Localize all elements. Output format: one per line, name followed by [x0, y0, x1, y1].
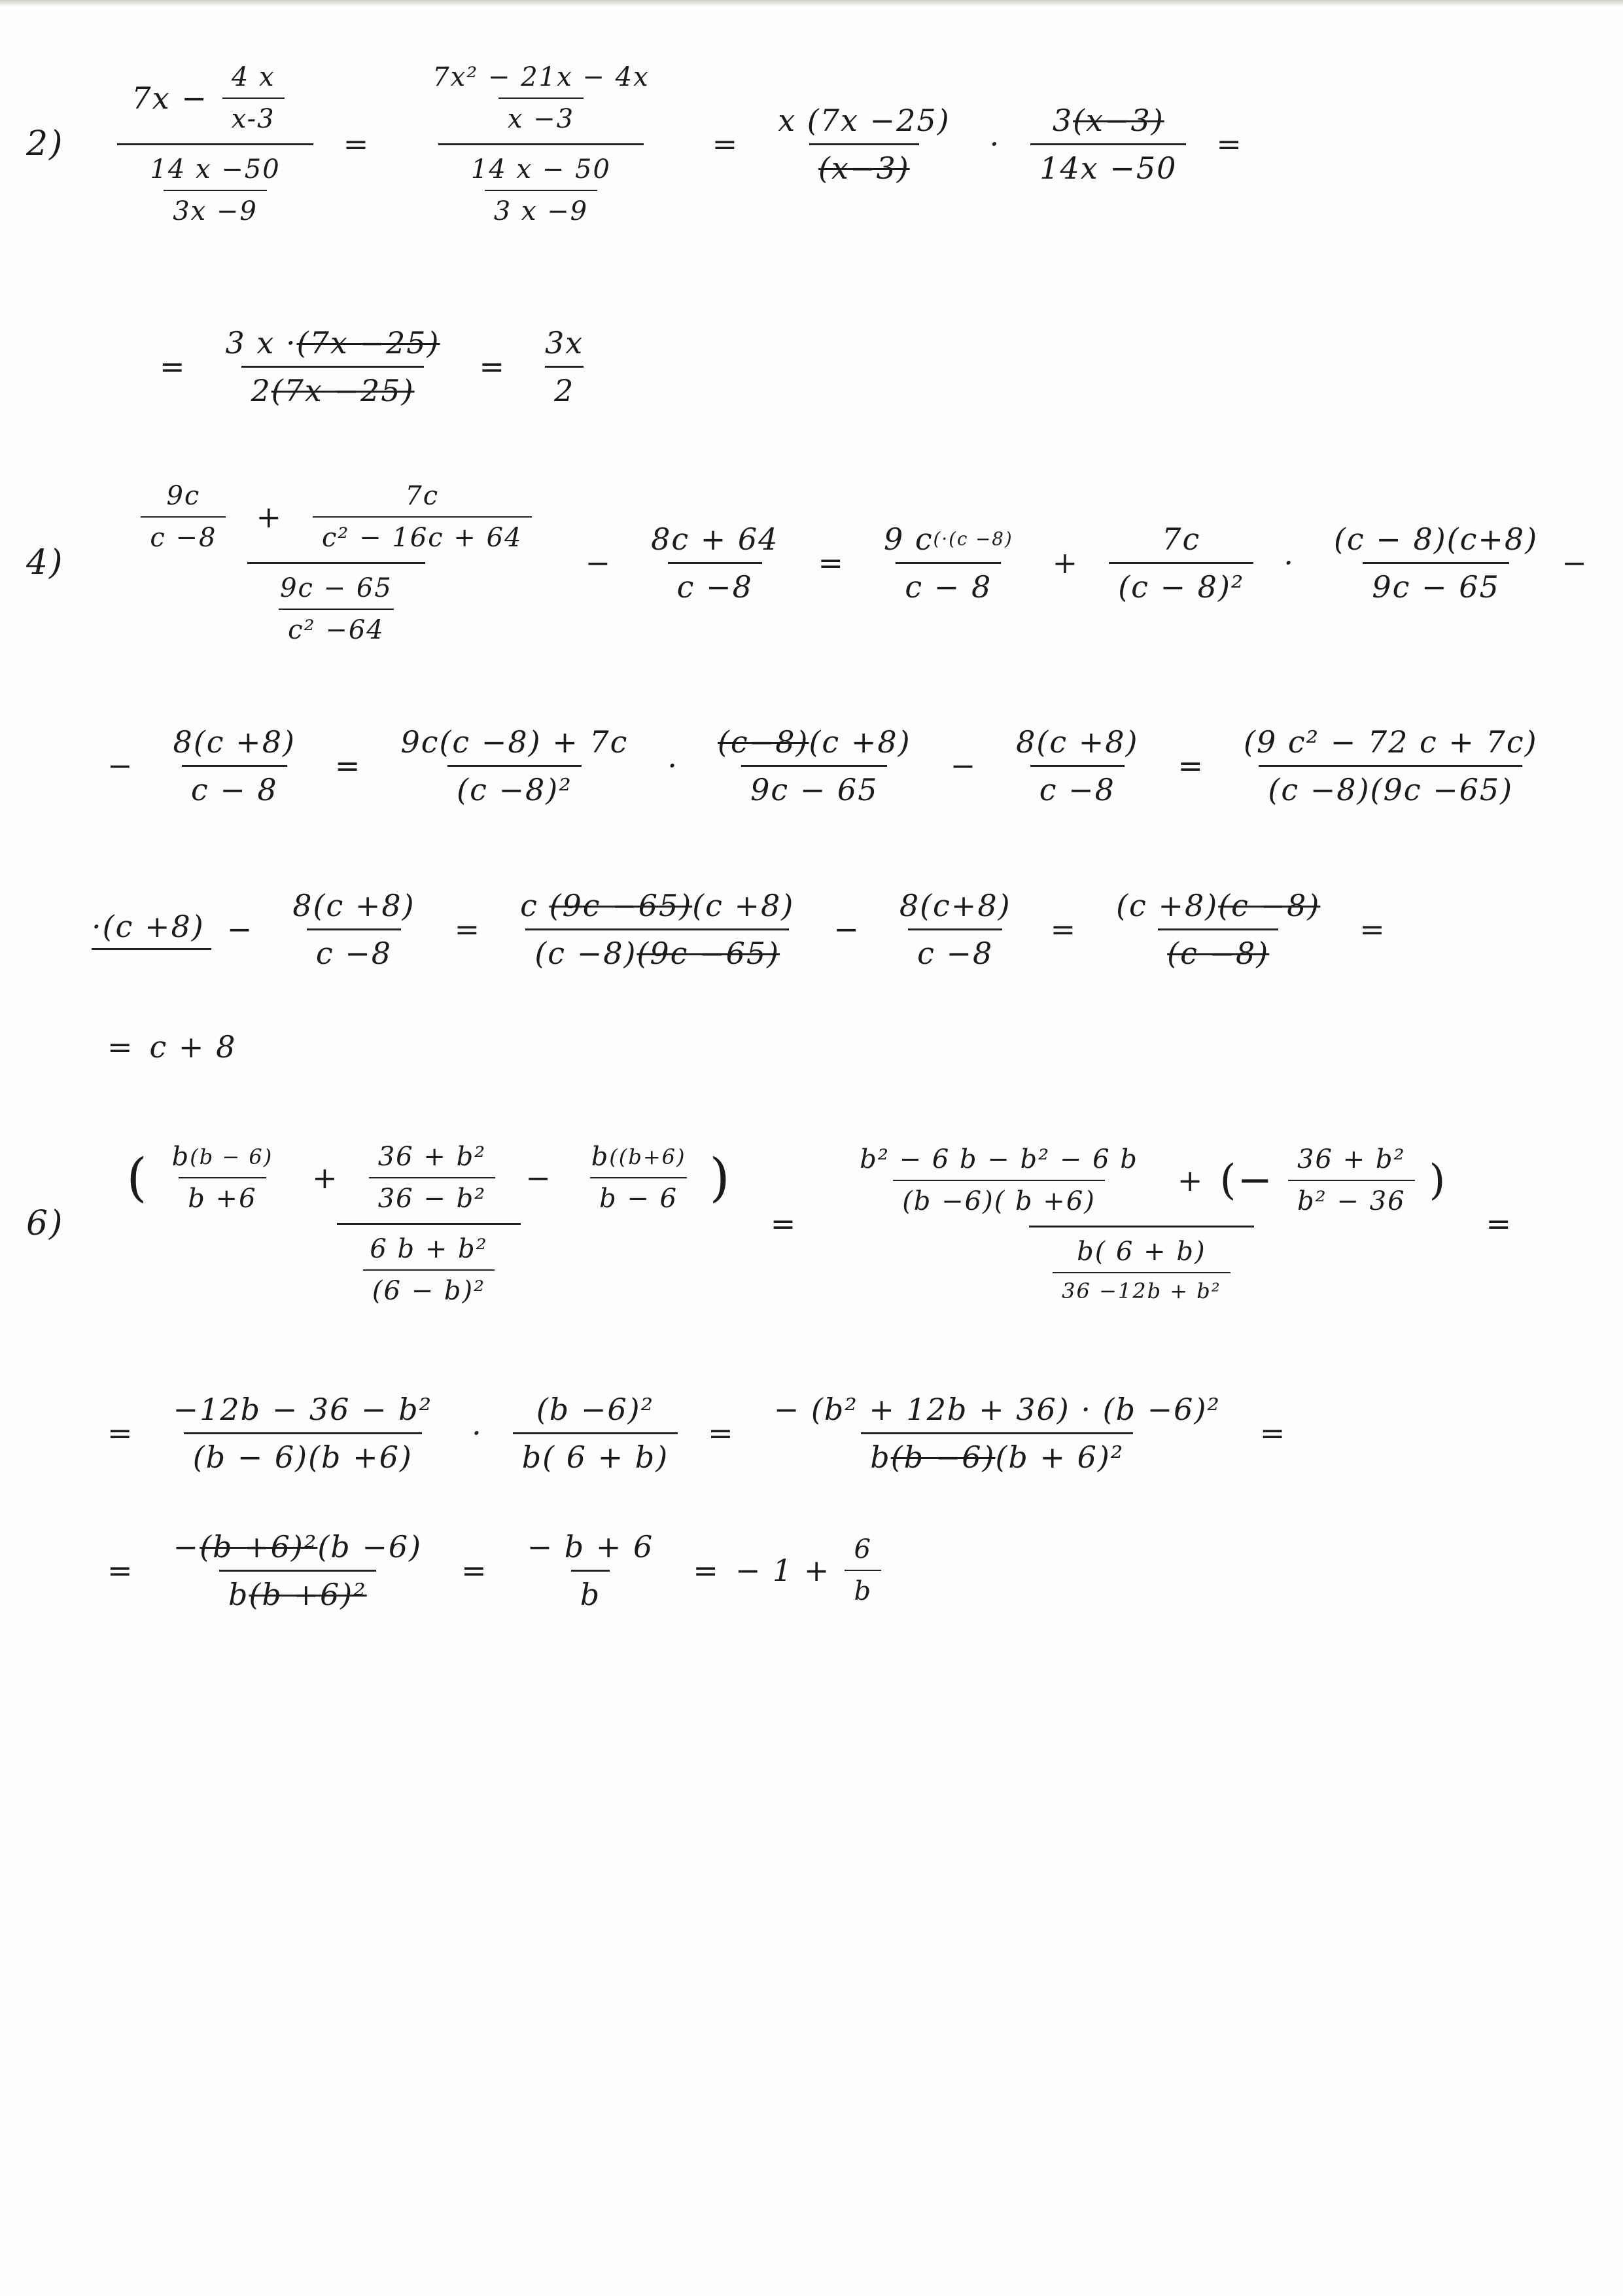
denominator: (b −6)( b +6)	[893, 1180, 1105, 1216]
cancelled-factor: (9c −65)	[549, 887, 693, 923]
open-paren: (−	[1219, 1156, 1274, 1205]
denominator: b − 6	[590, 1177, 687, 1214]
problem-6-line-2	[92, 1368, 1302, 1498]
fraction	[313, 481, 532, 553]
fraction	[1053, 1237, 1230, 1303]
numerator: − b + 6	[527, 1528, 654, 1564]
denominator: c −8	[307, 928, 401, 971]
fraction	[765, 1392, 1230, 1475]
numerator: 3x	[544, 325, 584, 361]
numerator: 14 x − 50	[470, 154, 611, 185]
equals-sign: =	[343, 126, 370, 162]
numerator: b	[171, 1141, 190, 1172]
complex-fraction	[117, 1142, 740, 1306]
denominator: (6 − b)²	[363, 1269, 495, 1306]
denominator: c −8	[141, 516, 226, 553]
expression-term: − 1 +	[735, 1553, 831, 1588]
fraction	[1007, 724, 1147, 807]
numerator: 6 b + b²	[370, 1233, 488, 1264]
cancelled-factor: (c −8)	[1167, 935, 1270, 971]
problem-6-line-1	[26, 1099, 1528, 1348]
numerator: 7x² − 21x − 4x	[432, 62, 650, 92]
denominator: b² − 36	[1288, 1180, 1414, 1216]
equals-sign: =	[334, 748, 362, 783]
denominator: b	[845, 1570, 881, 1606]
denominator: c −8	[668, 562, 762, 605]
fraction	[513, 1392, 678, 1475]
fraction	[164, 724, 305, 807]
minus-sign: −	[107, 748, 134, 783]
cancelled-factor: (c−8)	[718, 724, 809, 760]
numerator: (9 c² − 72 c + 7c)	[1244, 724, 1538, 760]
multiply-dot: ·	[472, 1415, 483, 1451]
expression-term: 7x −	[131, 80, 208, 116]
equals-sign: =	[708, 1415, 735, 1451]
fraction	[163, 1142, 283, 1214]
cancelled-factor: (9c −65)	[637, 935, 780, 971]
fraction	[164, 1529, 432, 1612]
plus-sign: +	[1052, 545, 1079, 580]
fraction	[1234, 724, 1547, 807]
equals-sign: =	[160, 349, 186, 384]
problem-4-line-1	[26, 445, 1588, 680]
fraction	[1030, 103, 1186, 186]
numerator: 36 + b²	[377, 1141, 487, 1172]
numerator: 7c	[405, 480, 440, 511]
numerator: 36 + b²	[1297, 1144, 1406, 1174]
denominator: 9c − 65	[741, 765, 887, 807]
fraction	[850, 1144, 1147, 1216]
numerator: −12b − 36 − b²	[173, 1391, 433, 1427]
numerator: b	[591, 1141, 610, 1172]
equals-sign: =	[461, 1553, 488, 1588]
fraction	[462, 154, 620, 226]
denominator: (c − 8)²	[1109, 562, 1253, 605]
plus-sign: +	[1177, 1162, 1204, 1198]
numerator: 8(c +8)	[1016, 724, 1139, 760]
complex-fraction	[117, 62, 313, 226]
cancelled-factor: (c −8)	[1218, 887, 1321, 923]
problem-2-label: 2)	[26, 124, 64, 164]
factor: (c +8)	[809, 724, 911, 760]
sign: −	[173, 1528, 200, 1564]
fraction	[141, 481, 226, 553]
denominator: 9c − 65	[1363, 562, 1509, 605]
coefficient: 2	[251, 372, 271, 408]
denominator: b	[571, 1570, 610, 1612]
fraction	[1109, 521, 1253, 605]
fraction	[222, 62, 285, 134]
denominator: 14x −50	[1030, 143, 1186, 186]
factor: (b −6)	[317, 1528, 423, 1564]
equals-sign: =	[1216, 126, 1243, 162]
denominator: (c −8)(9c −65)	[1259, 765, 1522, 807]
fraction	[217, 325, 449, 408]
equals-sign: =	[107, 1553, 134, 1588]
multiply-dot: ·	[667, 748, 679, 783]
numerator: b( 6 + b)	[1077, 1236, 1206, 1267]
numerator: 8c + 64	[651, 521, 779, 557]
problem-6-label: 6)	[26, 1204, 64, 1243]
fraction	[536, 325, 593, 408]
denominator: b( 6 + b)	[513, 1432, 678, 1475]
complex-fraction	[400, 62, 682, 226]
numerator: 6	[854, 1534, 872, 1564]
fraction	[141, 154, 289, 226]
minus-sign: −	[585, 545, 612, 580]
numerator: 9c	[166, 480, 201, 511]
problem-2-line-1	[26, 33, 1259, 255]
denominator: x-3	[222, 97, 285, 134]
multiplier-note: ((b+6)	[609, 1144, 686, 1169]
denominator: 3 x −9	[485, 190, 597, 226]
factor: c	[520, 887, 538, 923]
fraction	[708, 724, 920, 807]
equals-sign: =	[1178, 748, 1205, 783]
coefficient: 3	[1052, 102, 1073, 138]
equals-sign: =	[479, 349, 506, 384]
plus-sign: +	[312, 1159, 339, 1195]
minus-sign: −	[950, 748, 977, 783]
fraction	[423, 62, 658, 134]
fraction	[518, 1529, 663, 1612]
numerator: 8(c +8)	[173, 724, 296, 760]
fraction	[360, 1234, 497, 1306]
numerator: 8(c +8)	[292, 887, 415, 923]
multiply-dot: ·	[1283, 545, 1295, 580]
denominator: (c −8)²	[447, 765, 582, 807]
problem-4-label: 4)	[26, 543, 64, 582]
denominator: x −3	[498, 97, 584, 134]
equals-sign: =	[1486, 1206, 1513, 1241]
complex-fraction	[117, 481, 555, 645]
multiplier-note: (·(c −8)	[933, 528, 1013, 550]
equals-sign: =	[107, 1029, 134, 1065]
problem-2-line-2	[144, 308, 607, 425]
denominator: c −8	[908, 928, 1002, 971]
minus-sign: −	[525, 1159, 552, 1195]
numerator: 8(c+8)	[899, 887, 1011, 923]
factor: (c +8)	[1116, 887, 1219, 923]
fraction	[1288, 1144, 1414, 1216]
plus-sign: +	[256, 499, 283, 535]
denominator: b +6	[179, 1177, 266, 1214]
fraction	[511, 888, 803, 971]
fraction	[391, 724, 637, 807]
fraction	[769, 103, 959, 186]
cancelled-factor: (x−3)	[818, 150, 910, 186]
factor: (c −8)	[534, 935, 637, 971]
equals-sign: =	[107, 1415, 134, 1451]
minus-sign: −	[226, 911, 254, 947]
equals-sign: =	[1259, 1415, 1287, 1451]
numerator: − (b² + 12b + 36) · (b −6)²	[773, 1391, 1221, 1427]
minus-sign: −	[1562, 545, 1588, 580]
fraction	[582, 1142, 695, 1214]
equals-sign: =	[818, 545, 845, 580]
equals-sign: =	[1359, 911, 1386, 947]
cancelled-factor: (7x −25)	[296, 325, 440, 361]
close-paren: )	[709, 1147, 731, 1208]
factor: b	[228, 1576, 249, 1612]
numerator: 14 x −50	[150, 154, 281, 185]
denominator: c − 8	[896, 562, 1001, 605]
fraction	[271, 573, 402, 645]
final-result: c + 8	[149, 1029, 237, 1065]
problem-4-line-2	[92, 700, 1562, 831]
denominator: c² − 16c + 64	[313, 516, 532, 553]
fraction	[1107, 888, 1329, 971]
fraction	[283, 888, 424, 971]
denominator: c − 8	[182, 765, 287, 807]
cancelled-factor: (b −6)	[890, 1439, 996, 1475]
numerator: 9 c	[884, 521, 934, 557]
denominator: 36 −12b + b²	[1053, 1272, 1230, 1303]
fraction	[875, 521, 1022, 605]
cancelled-factor: (7x −25)	[271, 372, 415, 408]
numerator: (b −6)²	[536, 1391, 655, 1427]
factor: (c +8)	[692, 887, 795, 923]
minus-sign: −	[833, 911, 860, 947]
equals-sign: =	[693, 1553, 720, 1588]
numerator: 7c	[1162, 521, 1201, 557]
open-paren: (	[126, 1147, 148, 1208]
denominator: 2	[545, 366, 584, 408]
equals-sign: =	[454, 911, 481, 947]
numerator: b² − 6 b − b² − 6 b	[860, 1144, 1138, 1174]
fraction	[1325, 521, 1547, 605]
denominator: (b − 6)(b +6)	[184, 1432, 422, 1475]
problem-4-line-3	[92, 864, 1402, 995]
cancelled-factor: (b +6)²	[200, 1528, 318, 1564]
numerator: 9c − 65	[280, 573, 393, 603]
numerator: 9c(c −8) + 7c	[400, 724, 629, 760]
multiplier-note: (b − 6)	[190, 1144, 273, 1169]
complex-fraction	[827, 1144, 1456, 1303]
numerator: x (7x −25)	[778, 102, 951, 138]
fraction	[845, 1534, 881, 1606]
expression-term: 3 x ·	[225, 325, 297, 361]
cancelled-factor: (b +6)²	[249, 1576, 367, 1612]
numerator: (c − 8)(c+8)	[1333, 521, 1539, 557]
problem-4-line-4	[92, 1024, 236, 1070]
denominator: 3x −9	[164, 190, 267, 226]
denominator: 36 − b²	[369, 1177, 495, 1214]
equals-sign: =	[770, 1206, 797, 1241]
close-paren: )	[1429, 1156, 1447, 1205]
factor: (b + 6)²	[995, 1439, 1125, 1475]
fraction	[642, 521, 788, 605]
denominator: c −8	[1030, 765, 1125, 807]
fraction	[890, 888, 1021, 971]
fraction	[164, 1392, 442, 1475]
multiply-dot: ·	[989, 126, 1001, 162]
equals-sign: =	[712, 126, 739, 162]
numerator: 4 x	[231, 62, 275, 92]
factor: b	[870, 1439, 891, 1475]
factor: ·(c +8)	[92, 909, 211, 950]
equals-sign: =	[1050, 911, 1077, 947]
denominator: c² −64	[279, 609, 394, 645]
cancelled-factor: (x−3)	[1073, 102, 1164, 138]
fraction	[369, 1142, 495, 1214]
problem-6-line-3	[92, 1505, 896, 1636]
